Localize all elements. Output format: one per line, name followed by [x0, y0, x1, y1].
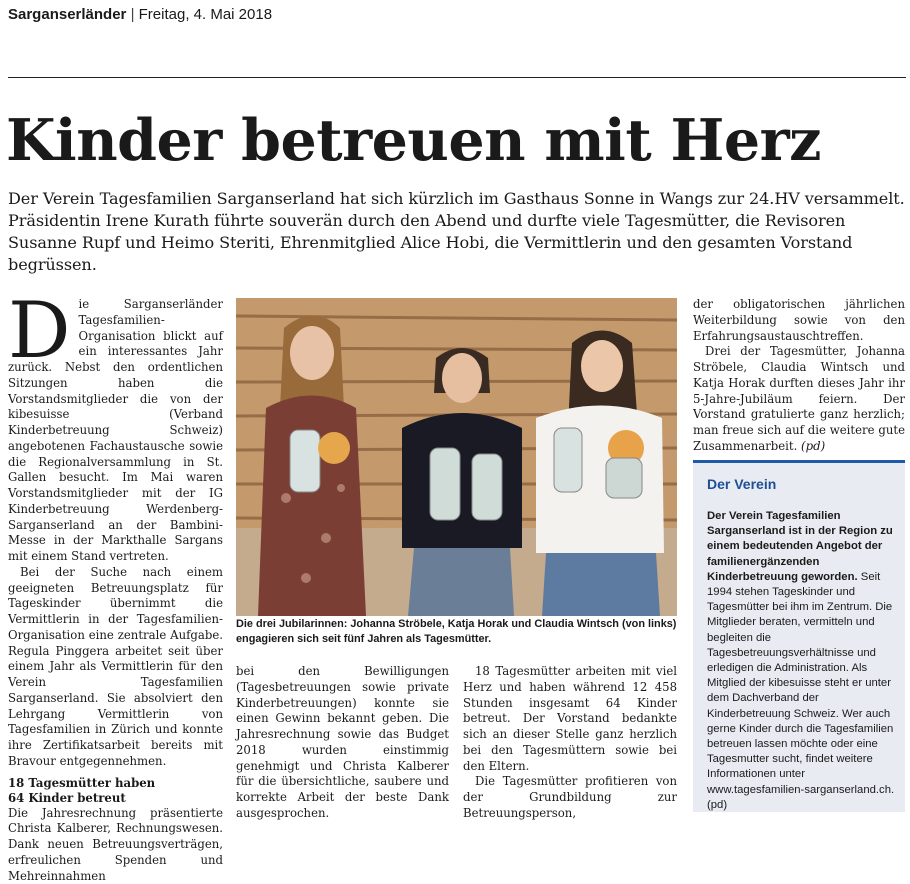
- publication-date: Freitag, 4. Mai 2018: [139, 6, 272, 23]
- info-box-bold-text: Der Verein Tagesfamilien Sarganserland ist in der Region zu einem bedeutenden Angebot der familienergänzenden Kinderbetreuung geworden.: [707, 510, 893, 583]
- subheading-line-1: 18 Tagesmütter haben: [8, 776, 155, 790]
- author-signature: (pd): [801, 439, 825, 453]
- paragraph: Die Jahresrechnung präsentierte Christa Kalberer, Rechnungswesen. Dank neuen Betreuungsverträgen, erfreulichen Spenden und Mehreinnahmen: [8, 806, 223, 884]
- article-column-4: [693, 297, 905, 455]
- lead-paragraph: Der Verein Tagesfamilien Sarganserland hat sich kürzlich im Gasthaus Sonne in Wangs zur 24.HV versammelt. Präsidentin Irene Kurath führte souverän durch den Abend und durfte viele Tagesmütter, die Revisoren Susanne Rupf und Heimo Steriti, Ehrenmitglied Alice Hobi, die Vermittlerin und den gesamten Vorstand begrüssen.: [8, 188, 908, 276]
- article-column-2: [236, 664, 449, 822]
- subheading: [8, 776, 223, 806]
- paragraph: ie Sarganserländer Tagesfamilien-Organisation blickt auf ein interessantes Jahr zurück. Nebst den ordentlichen Sitzungen haben die Vorstandsmitglieder die von der kibesuisse (Verband Kinderbetreuung Schweiz) angebotenen Fachaustausche sowie die Regionalversammlung in St. Gallen besucht. Im Mai waren Vorstandsmitglieder mit der IG Kinderbetreuung Werdenberg-Sarganserland an der Bambini-Messe in der Markthalle Sargans mit einem Stand vertreten.: [8, 297, 223, 563]
- article-photo: [236, 298, 677, 616]
- paragraph: 18 Tagesmütter arbeiten mit viel Herz und haben während 12 458 Stunden insgesamt 64 Kinder betreut. Der Vorstand bedankte sich an dieser Stelle ganz herzlich bei den Tagesmüttern sowie bei den Eltern.: [463, 664, 677, 774]
- info-box-text: [707, 509, 899, 813]
- paragraph: Bei der Suche nach einem geeigneten Betreuungsplatz für Tageskinder übernimmt die Vermittlerin in der Tagesfamilien-Organisation eine zentrale Aufgabe. Regula Pinggera arbeitet seit über einem Jahr als Vermittlerin für den Verein Tagesfamilien Sarganserland. Sie absolviert den Lehrgang Vermittlerin von Tagesfamilien in Zürich und konnte ihre Zertifikatsarbeit bereits mit Bravour entgegennehmen.: [8, 565, 223, 770]
- paragraph: Die Tagesmütter profitieren von der Grundbildung zur Betreuungsperson,: [463, 774, 677, 821]
- article-column-3: [463, 664, 677, 822]
- photo-caption: Die drei Jubilarinnen: Johanna Ströbele, Katja Horak und Claudia Wintsch (von links) engagieren sich seit fünf Jahren als Tagesmütter.: [236, 617, 677, 646]
- info-box-accent-bar: [693, 460, 905, 463]
- paragraph: der obligatorischen jährlichen Weiterbildung sowie von den Erfahrungsaustauschtreffen.: [693, 297, 905, 344]
- info-box: [693, 460, 905, 812]
- paragraph: Drei der Tagesmütter, Johanna Ströbele, Claudia Wintsch und Katja Horak durften dieses Jahr ihr 5-Jahre-Jubiläum feiern. Der Vorstand gratulierte ganz herzlich; man freue sich auf die weitere gute Zusammenarbeit.: [693, 344, 905, 453]
- page-header: [8, 6, 272, 23]
- article-column-1: [8, 297, 223, 884]
- paragraph: bei den Bewilligungen (Tagesbetreuungen sowie private Kinderbetreuungen) konnte sie einen Gewinn bekannt geben. Die Jahresrechnung sowie das Budget 2018 wurden einstimmig genehmigt und Christa Kalberer für die übersichtliche, saubere und korrekte Arbeit der beste Dank ausgesprochen.: [236, 664, 449, 822]
- header-separator: |: [131, 6, 135, 23]
- drop-cap: D: [8, 300, 71, 362]
- header-rule: [8, 77, 906, 78]
- info-box-title: Der Verein: [707, 476, 776, 492]
- info-box-body: Seit 1994 stehen Tageskinder und Tagesmütter bei ihm im Zentrum. Die Mitglieder beraten, vermitteln und begleiten die Tagesbetreuungsverhältnisse und erledigen die Administration. Als Mitglied der kibesuisse steht er unter dem Dachverband der Kinderbetreuung Schweiz. Wer auch gerne Kinder durch die Tagesfamilien betreuen lassen möchte oder eine Tagesmutter sucht, findet weitere Informationen unter www.tagesfamilien-sarganserland.ch. (pd): [707, 571, 894, 811]
- subheading-line-2: 64 Kinder betreut: [8, 791, 126, 805]
- headline: Kinder betreuen mit Herz: [6, 112, 821, 169]
- publication-name: Sarganserländer: [8, 6, 126, 23]
